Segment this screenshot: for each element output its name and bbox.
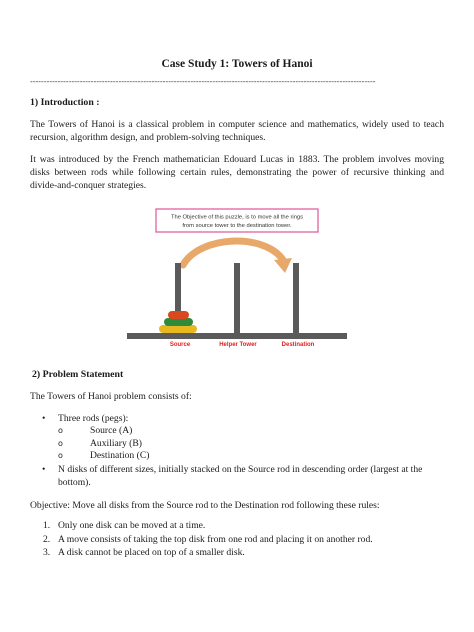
page-title: Case Study 1: Towers of Hanoi [161, 58, 313, 70]
disk-bottom [159, 325, 197, 333]
problem-intro: The Towers of Hanoi problem consists of: [30, 391, 192, 402]
label-helper: Helper Tower [219, 342, 257, 348]
circle-bullet-icon: o [58, 451, 63, 461]
rule-number: 2. [43, 533, 51, 545]
list-item [42, 412, 448, 425]
rod-c: Destination (C) [90, 450, 150, 462]
rod-b: Auxiliary (B) [90, 437, 142, 449]
rod-destination [293, 263, 299, 335]
rods-label: Three rods (pegs): [58, 413, 129, 424]
rule-number: 1. [43, 520, 51, 531]
label-source: Source [169, 342, 191, 348]
sub-list-item [58, 438, 448, 451]
towers-diagram [0, 205, 474, 355]
sub-list-item [58, 450, 448, 463]
rule-item [43, 546, 448, 560]
problem-heading: 2) Problem Statement [32, 369, 124, 380]
rule-item [43, 533, 448, 547]
objective-text: Objective: Move all disks from the Source rod to the Destination rod following these rules: [30, 500, 380, 511]
move-arrow [183, 241, 283, 265]
base-platform [127, 333, 347, 339]
rod-helper [234, 263, 240, 335]
disk-middle [164, 318, 193, 326]
problem-list [42, 412, 448, 489]
disks-text: N disks of different sizes, initially stacked on the Source rod in descending order (largest at the bottom). [58, 463, 423, 488]
arrow-head-icon [274, 258, 292, 273]
caption-line-2: from source tower to the destination tower. [182, 223, 292, 229]
caption-line-1: The Objective of this puzzle, is to move all the rings [170, 214, 304, 221]
circle-bullet-icon: o [58, 438, 63, 448]
rule-item [43, 519, 448, 533]
rule-text: A disk cannot be placed on top of a smaller disk. [58, 547, 245, 559]
introduction-heading: 1) Introduction : [30, 97, 100, 108]
bullet-icon: • [42, 413, 46, 424]
label-destination: Destination [281, 342, 315, 348]
bullet-icon: • [42, 463, 46, 475]
introduction-paragraph-1: The Towers of Hanoi is a classical problem in computer science and mathematics, widely used to teach recursion, algorithm design, and problem-solving techniques. [30, 119, 444, 143]
rules-list [43, 519, 448, 560]
divider-line: ----------------------------------------------------------------------------------------------------------------------------- [30, 77, 376, 86]
disk-top [168, 311, 189, 319]
rule-text: A move consists of taking the top disk from one rod and placing it on another rod. [58, 533, 373, 545]
list-item [42, 463, 448, 489]
rule-text: Only one disk can be moved at a time. [58, 520, 206, 531]
circle-bullet-icon: o [58, 426, 63, 435]
introduction-paragraph-2: It was introduced by the French mathematician Edouard Lucas in 1883. The problem involves moving disks between rods while following certain rules, demonstrating the power of recursive thinking and divide-and-conquer strategies. [30, 154, 444, 191]
rule-number: 3. [43, 547, 51, 559]
rod-a: Source (A) [90, 425, 133, 436]
sub-list-item [58, 425, 448, 438]
